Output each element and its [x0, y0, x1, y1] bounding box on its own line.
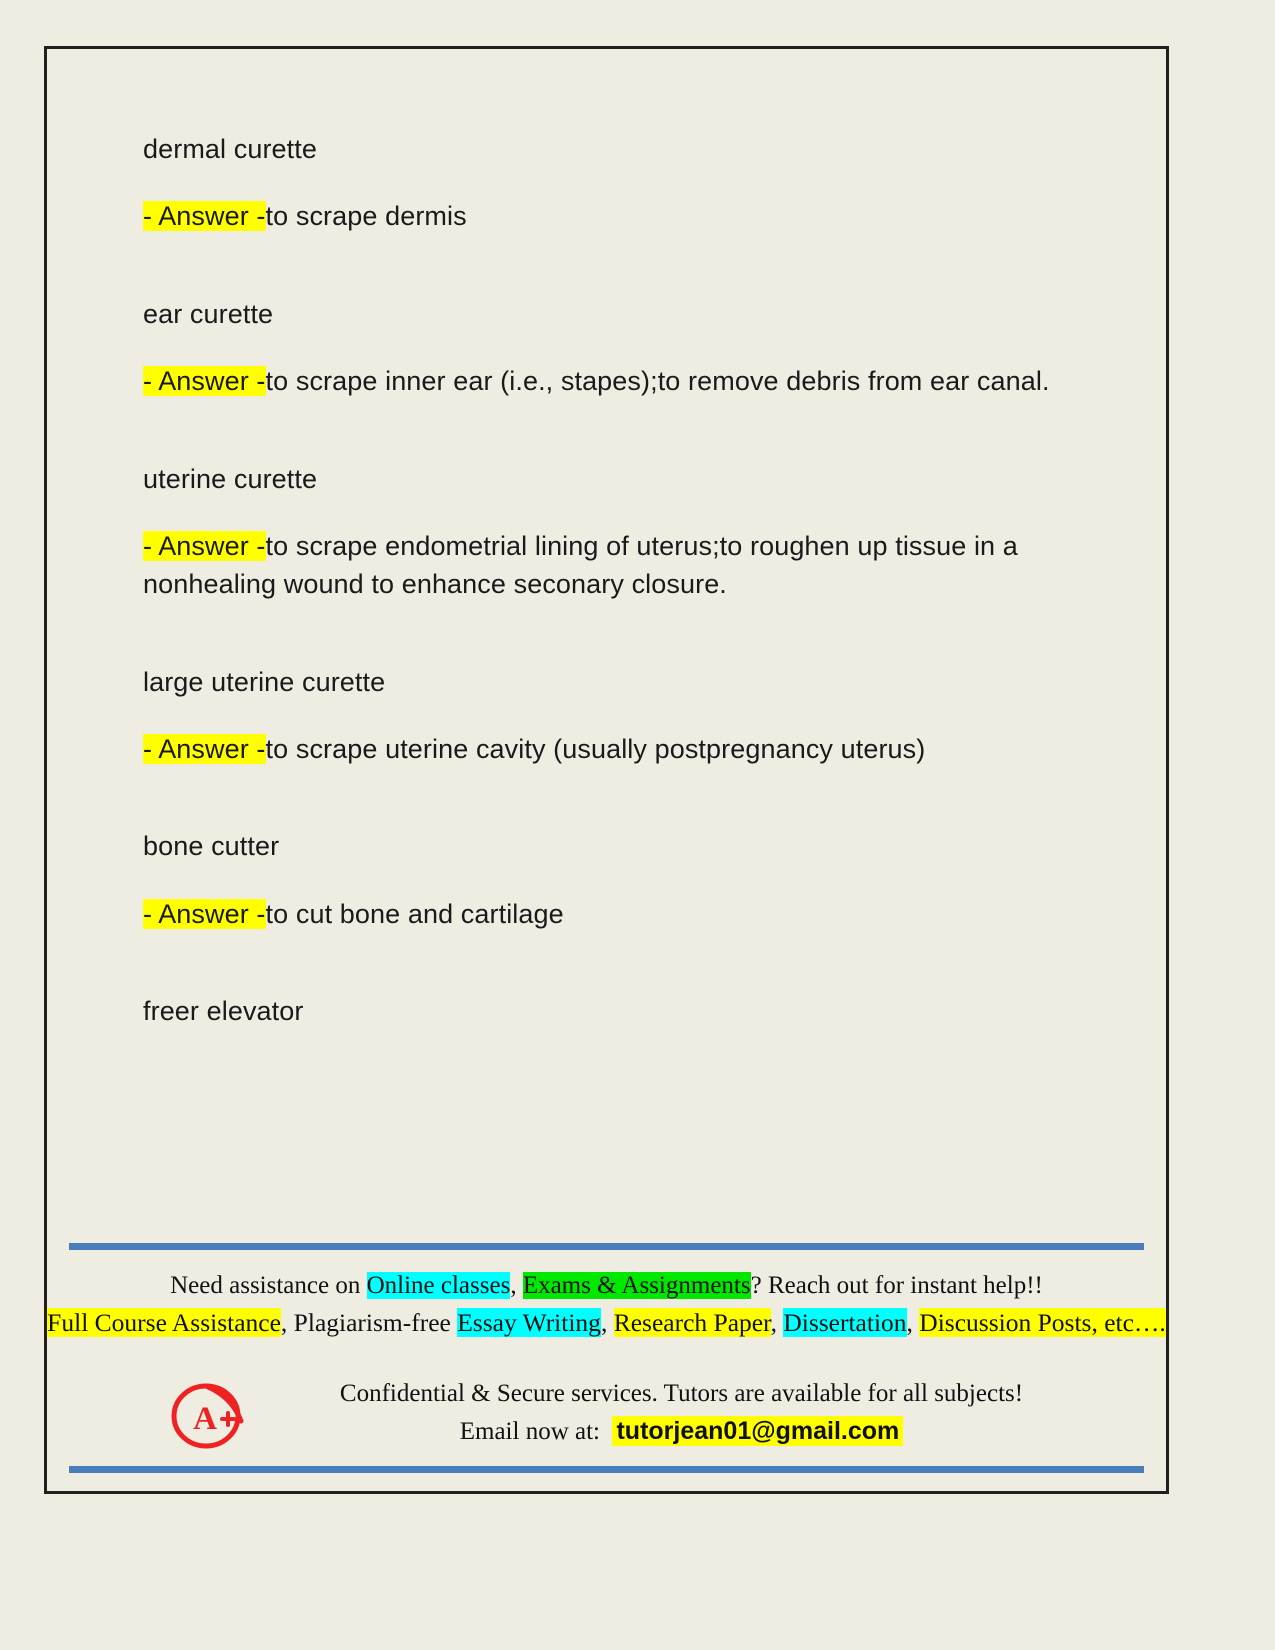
- footer-promo-text: [47, 1267, 1166, 1342]
- answer-marker: - Answer -: [143, 530, 266, 561]
- answer-text: [143, 362, 1073, 400]
- promo-highlight-essay-writing: Essay Writing: [457, 1308, 601, 1337]
- footer-promo-line-2: [47, 1304, 1166, 1342]
- footer-advertisement: [47, 1243, 1166, 1491]
- footer-tagline: Confidential & Secure services. Tutors are available for all subjects!: [339, 1380, 1024, 1407]
- footer-contact-row: [47, 1369, 1166, 1459]
- promo-text-part: ,: [510, 1272, 523, 1299]
- qa-block-large-uterine-curette: [143, 664, 1073, 769]
- term-label: large uterine curette: [143, 666, 386, 697]
- promo-highlight-online-classes: Online classes: [366, 1272, 511, 1299]
- svg-text:A: A: [193, 1401, 217, 1437]
- term-label: uterine curette: [143, 463, 318, 494]
- qa-block-dermal-curette: [143, 131, 1073, 236]
- answer-text: [143, 895, 1073, 933]
- answer-body: to scrape inner ear (i.e., stapes);to remove debris from ear canal.: [265, 366, 1050, 397]
- promo-highlight-discussion-posts: Discussion Posts, etc….: [919, 1308, 1166, 1337]
- qa-block-ear-curette: [143, 296, 1073, 401]
- answer-body: to scrape endometrial lining of uterus;to roughen up tissue in a nonhealing wound to enhance seconary closure.: [143, 530, 1018, 600]
- answer-text: [143, 527, 1073, 604]
- promo-text-part: ? Reach out for instant help!!: [750, 1272, 1043, 1299]
- promo-text-part: , Plagiarism-free: [280, 1308, 458, 1337]
- term-label: bone cutter: [143, 831, 280, 862]
- footer-email-line: [257, 1413, 1106, 1451]
- email-address[interactable]: tutorjean01@gmail.com: [612, 1416, 903, 1446]
- promo-text-part: ,: [770, 1308, 784, 1337]
- qa-block-uterine-curette: [143, 461, 1073, 604]
- answer-text: [143, 730, 1073, 768]
- answer-text: [143, 197, 1073, 235]
- document-page: [44, 46, 1169, 1494]
- promo-highlight-full-course-assistance: Full Course Assistance: [47, 1308, 281, 1337]
- answer-body: to cut bone and cartilage: [265, 898, 564, 929]
- promo-text-part: ,: [906, 1308, 920, 1337]
- footer-divider-top: [69, 1243, 1144, 1250]
- qa-block-bone-cutter: [143, 828, 1073, 933]
- document-content: [143, 131, 1073, 1060]
- term-label: ear curette: [143, 298, 274, 329]
- answer-body: to scrape uterine cavity (usually postpregnancy uterus): [265, 734, 926, 765]
- footer-divider-bottom: [69, 1466, 1144, 1473]
- footer-promo-line-1: [47, 1267, 1166, 1304]
- a-plus-logo-icon: [169, 1377, 247, 1455]
- promo-text-part: Need assistance on: [170, 1272, 367, 1299]
- qa-block-freer-elevator: [143, 993, 1073, 1029]
- promo-text-part: ,: [600, 1308, 614, 1337]
- footer-contact-text: [257, 1375, 1106, 1450]
- answer-marker: - Answer -: [143, 201, 266, 232]
- answer-marker: - Answer -: [143, 366, 266, 397]
- promo-highlight-exams-assignments: Exams & Assignments: [522, 1272, 751, 1299]
- answer-marker: - Answer -: [143, 734, 266, 765]
- answer-body: to scrape dermis: [265, 201, 467, 232]
- email-prompt-label: Email now at:: [459, 1417, 600, 1445]
- answer-marker: - Answer -: [143, 898, 266, 929]
- term-label: freer elevator: [143, 996, 304, 1027]
- term-label: dermal curette: [143, 134, 317, 164]
- promo-highlight-research-paper: Research Paper: [613, 1308, 771, 1337]
- promo-highlight-dissertation: Dissertation: [783, 1308, 907, 1337]
